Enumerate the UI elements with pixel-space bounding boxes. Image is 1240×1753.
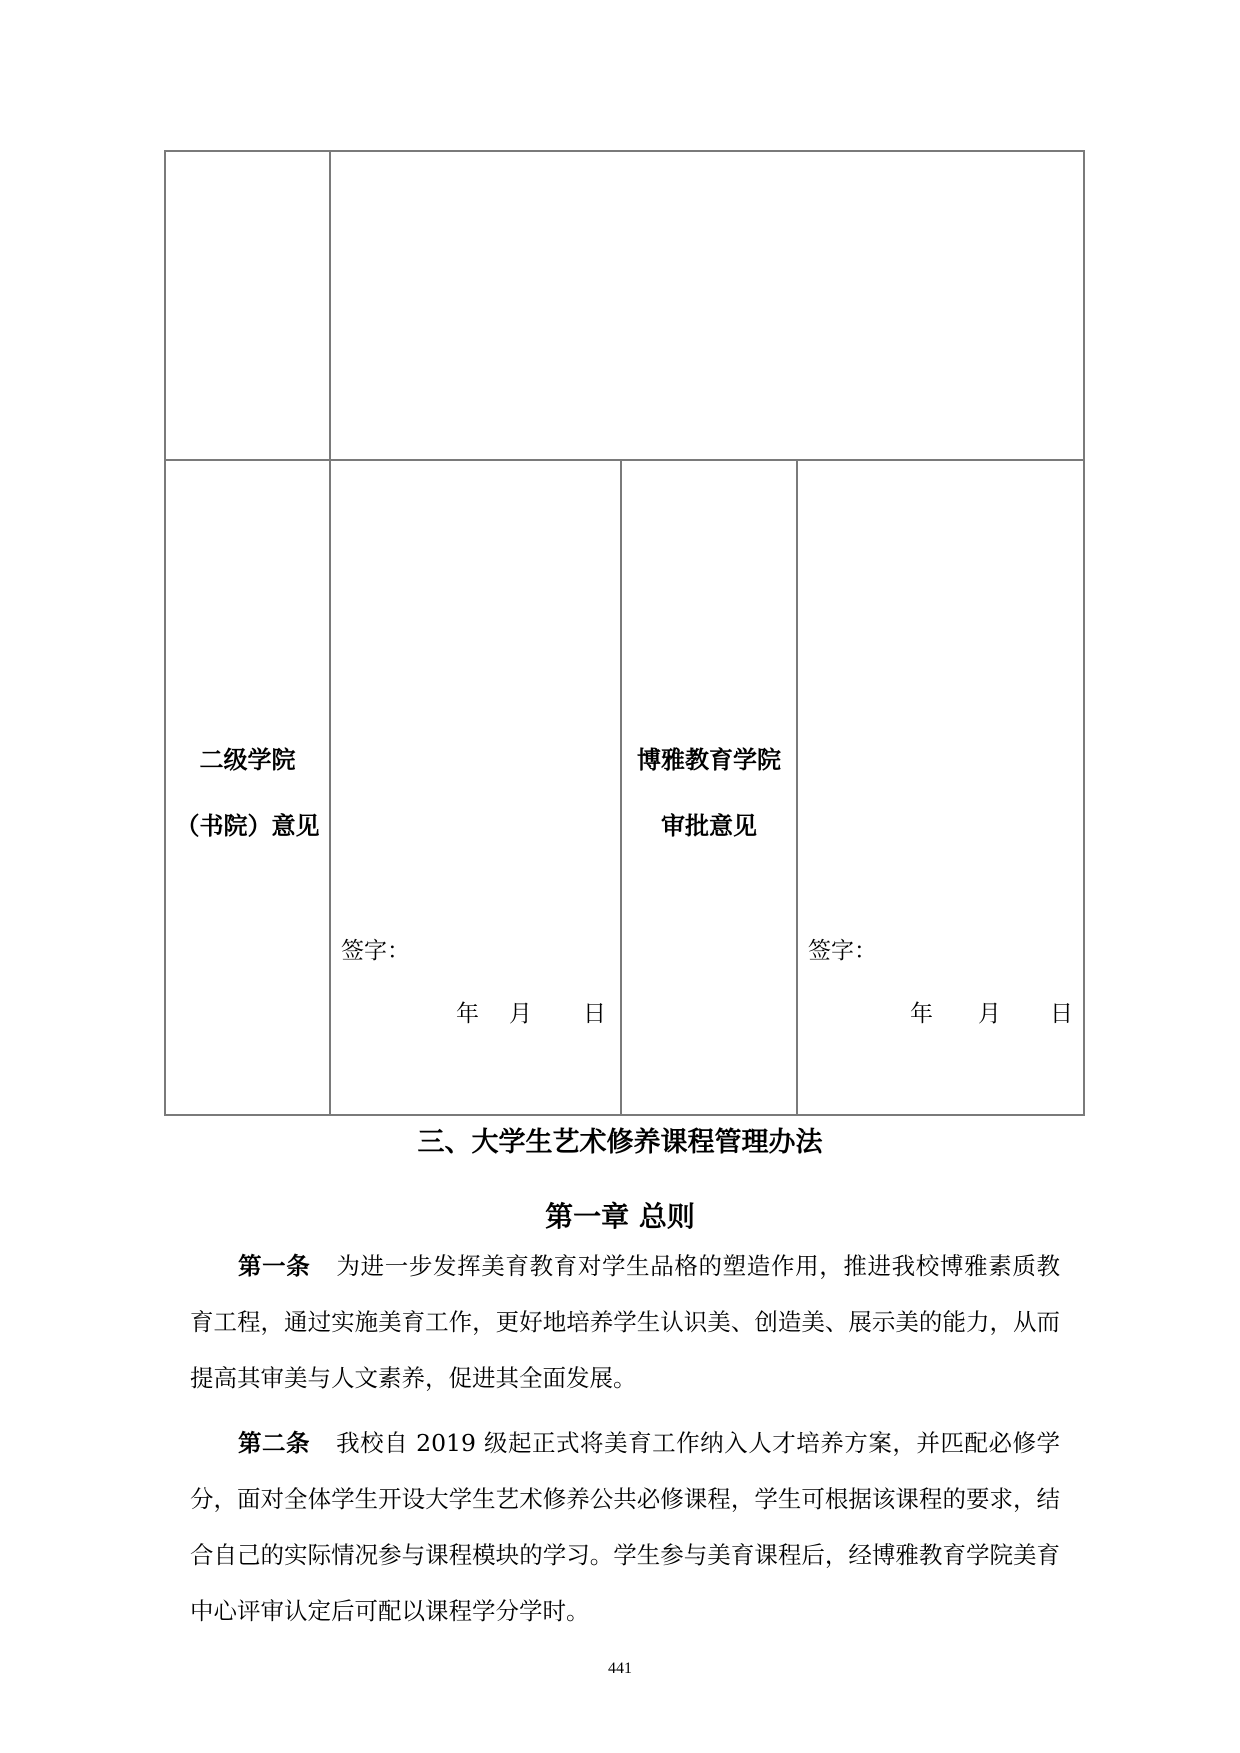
date-day: 日	[1050, 1001, 1073, 1027]
page-number: 441	[608, 1660, 632, 1677]
boya-approval-label-line1: 博雅教育学院	[637, 746, 781, 774]
article-text: 为进一步发挥美育教育对学生品格的塑造作用，推进我校博雅素质教育工程，通过实施美育工作，更好地培养学生认识美、创造美、展示美的能力，从而提高其审美与人文素养，促进其全面发展。	[190, 1252, 1060, 1392]
college-opinion-label-line1: 二级学院	[199, 746, 296, 774]
date-year: 年	[910, 1001, 933, 1027]
date-month: 月	[978, 1001, 1001, 1027]
article-text: 我校自 2019 级起正式将美育工作纳入人才培养方案，并匹配必修学分，面对全体学生开设大学生艺术修养公共必修课程，学生可根据该课程的要求，结合自己的实际情况参与课程模块的学习。学生参与美育课程后，经博雅教育学院美育中心评审认定后可配以课程学分学时。	[190, 1429, 1061, 1625]
chapter-title: 第一章 总则	[545, 1200, 695, 1233]
article-paragraph	[190, 1238, 1060, 1406]
date-year: 年	[456, 1001, 479, 1027]
date-day: 日	[583, 1001, 606, 1027]
table-divider	[166, 459, 1083, 461]
college-opinion-label	[166, 727, 329, 859]
section-title: 三、大学生艺术修养课程管理办法	[417, 1127, 823, 1158]
date-month: 月	[509, 1001, 532, 1027]
table-divider	[329, 152, 331, 1114]
article-paragraph	[190, 1415, 1060, 1639]
boya-approval-label-line2: 审批意见	[661, 812, 757, 840]
article-number: 第一条	[238, 1252, 311, 1280]
boya-approval-label	[622, 727, 796, 859]
table-divider	[796, 459, 798, 1114]
boya-signature-label: 签字：	[808, 938, 877, 964]
college-signature-label: 签字：	[341, 938, 410, 964]
college-opinion-label-line2: （书院）意见	[175, 812, 320, 840]
approval-form-table	[164, 150, 1085, 1116]
article-number: 第二条	[238, 1429, 311, 1457]
